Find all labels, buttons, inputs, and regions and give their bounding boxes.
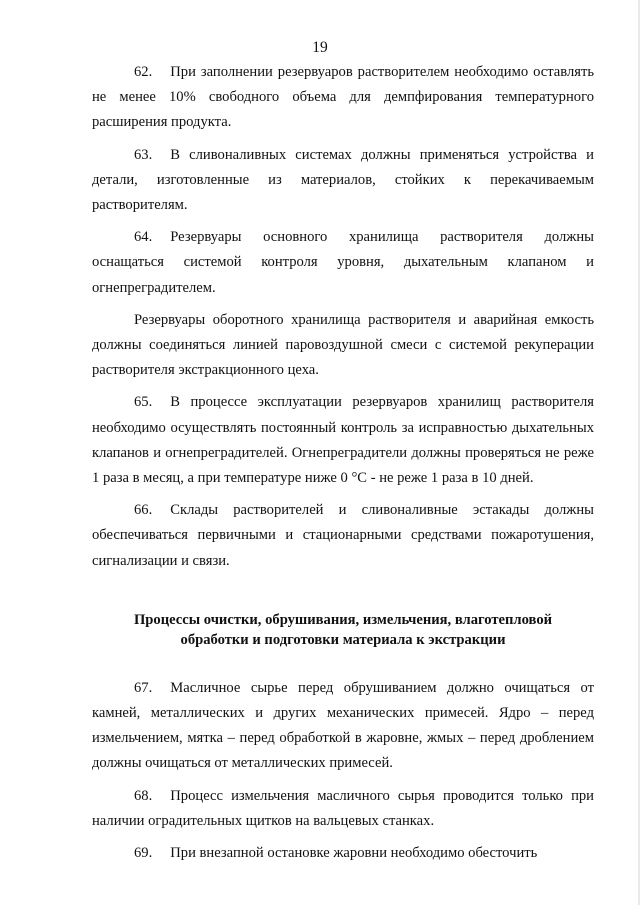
paragraph-66 [92, 498, 594, 574]
page-number: 19 [312, 39, 328, 56]
paragraph-64-continued [92, 308, 594, 384]
paragraph-text: В сливоналивных системах должны применяться устройства и детали, изготовленные из материалов, стойких к перекачиваемым растворителям. [92, 146, 594, 214]
section-heading-line-2: обработки и подготовки материала к экстракции [180, 631, 506, 648]
paragraph-number: 65. [134, 394, 153, 411]
paragraph-number: 68. [134, 787, 153, 804]
paragraph-text: Склады растворителей и сливоналивные эстакады должны обеспечиваться первичными и стационарными средствами пожаротушения, сигнализации и связи. [92, 502, 594, 569]
section-heading [92, 610, 594, 650]
paragraph-number: 62. [134, 64, 153, 80]
section-heading-line-1: Процессы очистки, обрушивания, измельчения, влаготепловой [133, 611, 553, 628]
paragraph-68 [92, 784, 594, 834]
paragraph-69 [92, 841, 594, 866]
paragraph-text: Процесс измельчения масличного сырья проводится только при наличии оградительных щитков на вальцевых станках. [92, 787, 594, 829]
paragraph-text: Масличное сырье перед обрушиванием должно очищаться от камней, металлических и других механических примесей. Ядро – перед измельчением, мятка – перед обработкой в жаровне, жмых – перед дроблением должны очищаться от металлических примесей. [92, 679, 594, 772]
document-body [92, 60, 594, 873]
paragraph-text: Резервуары оборотного хранилища растворителя и аварийная емкость должны соединяться линией паровоздушной смеси с системой рекуперации растворителя экстракционного цеха. [92, 311, 594, 379]
paragraph-62 [92, 60, 594, 136]
paragraph-number: 64. [134, 229, 153, 246]
paragraph-64 [92, 225, 594, 301]
paragraph-number: 67. [134, 679, 153, 696]
paragraph-65 [92, 390, 594, 491]
paragraph-number: 66. [134, 502, 153, 519]
paragraph-63 [92, 143, 594, 219]
paragraph-text: Резервуары основного хранилища растворителя должны оснащаться системой контроля уровня, дыхательным клапаном и огнепреградителем. [92, 229, 594, 296]
paragraph-67 [92, 676, 594, 777]
paragraph-number: 69. [134, 845, 153, 862]
paragraph-text: При заполнении резервуаров растворителем необходимо оставлять не менее 10% свободного объема для демпфирования температурного расширения продукта. [92, 64, 594, 131]
paragraph-text: В процессе эксплуатации резервуаров хранилищ растворителя необходимо осуществлять постоянный контроль за исправностью дыхательных клапанов и огнепреградителей. Огнепреградители должны проверяться не реже 1 раза в месяц, а при температуре ниже 0 °С - не реже 1 раза в 10 дней. [92, 394, 594, 487]
paragraph-text: При внезапной остановке жаровни необходимо обесточить [170, 845, 538, 862]
paragraph-number: 63. [134, 146, 153, 163]
